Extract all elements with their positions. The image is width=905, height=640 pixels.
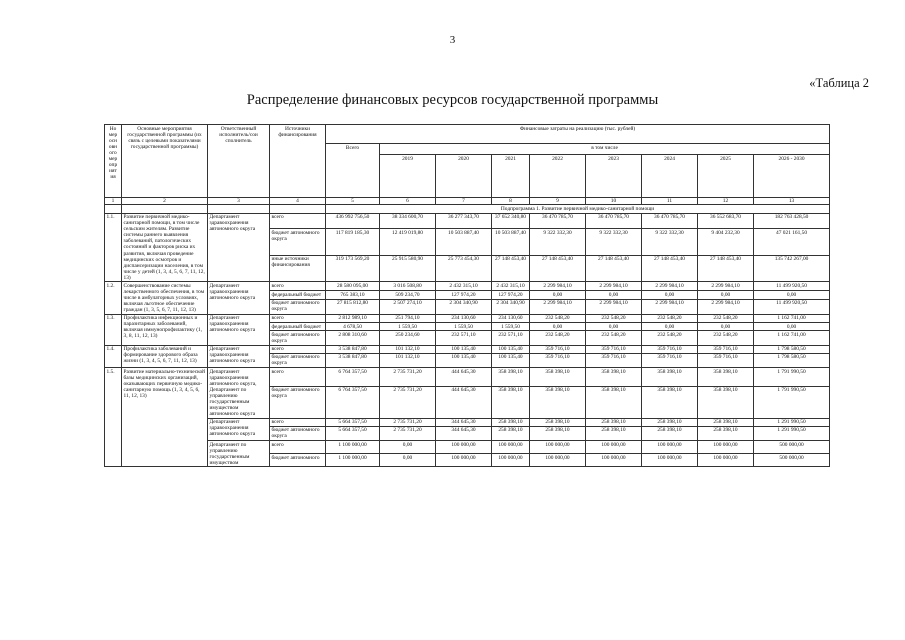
amount-cell: 4 678,50 xyxy=(326,322,380,330)
amount-cell: 27 148 453,40 xyxy=(492,255,530,282)
amount-cell: 0,00 xyxy=(380,454,436,467)
amount-cell: 1 559,50 xyxy=(492,322,530,330)
activity-number: 1.3. xyxy=(105,314,122,345)
amount-cell: 2 299 984,10 xyxy=(698,282,754,291)
amount-cell: 100 000,00 xyxy=(492,454,530,467)
source-cell: иные источники финансирования xyxy=(270,255,326,282)
amount-cell: 232 548,20 xyxy=(698,331,754,345)
activity-name: Развитие первичной медико-санитарной помощи, в том числе сельским жителям. Развитие системы раннего выявления заболеваний, патологических состояний и факторов риска их развития, включая проведение медицинских осмотров и диспансеризации населения, в том числе у детей (1, 3, 4, 5, 6, 7, 11, 12, 13) xyxy=(122,213,208,282)
amount-cell: 2 299 984,10 xyxy=(586,299,642,314)
amount-cell: 0,00 xyxy=(530,322,586,330)
amount-cell: 358 398,10 xyxy=(642,368,698,386)
amount-cell: 1 798 580,50 xyxy=(754,353,830,367)
amount-cell: 2 808 310,60 xyxy=(326,331,380,345)
amount-cell: 9 322 332,30 xyxy=(642,228,698,255)
amount-cell: 27 148 453,40 xyxy=(530,255,586,282)
amount-cell: 509 234,70 xyxy=(380,291,436,300)
source-cell: всего xyxy=(270,368,326,386)
table-row xyxy=(105,418,830,426)
amount-cell: 100 000,00 xyxy=(698,454,754,467)
amount-cell: 127 974,20 xyxy=(492,291,530,300)
subprogram-title: Подпрограмма 1. Развитие первичной медико-санитарной помощи xyxy=(326,205,830,213)
amount-cell: 358 398,10 xyxy=(698,386,754,418)
amount-cell: 0,00 xyxy=(754,291,830,300)
amount-cell: 27 148 453,40 xyxy=(698,255,754,282)
amount-cell: 358 398,10 xyxy=(586,386,642,418)
source-cell: бюджет автономного округа xyxy=(270,299,326,314)
amount-cell: 1 798 580,50 xyxy=(754,345,830,353)
amount-cell: 2 299 984,10 xyxy=(530,282,586,291)
header-including: в том числе xyxy=(380,144,830,155)
amount-cell: 27 148 453,40 xyxy=(586,255,642,282)
header-source: Источники финансирования xyxy=(270,125,326,198)
amount-cell: 359 716,10 xyxy=(698,353,754,367)
source-cell: всего xyxy=(270,282,326,291)
amount-cell: 117 819 185,30 xyxy=(326,228,380,255)
activity-number: 1.4. xyxy=(105,345,122,368)
amount-cell: 100 000,00 xyxy=(642,454,698,467)
amount-cell: 100 000,00 xyxy=(436,454,492,467)
amount-cell: 2 735 731,20 xyxy=(380,386,436,418)
activity-number: 1.2. xyxy=(105,282,122,314)
column-number: 9 xyxy=(530,197,586,205)
executor-cell: Департамент здравоохранения автономного округа xyxy=(208,345,270,368)
amount-cell: 258 398,10 xyxy=(492,426,530,440)
activity-number: 1.1. xyxy=(105,213,122,282)
amount-cell: 444 645,30 xyxy=(436,386,492,418)
amount-cell: 36 552 683,70 xyxy=(698,213,754,228)
amount-cell: 500 000,00 xyxy=(754,441,830,454)
amount-cell: 358 398,10 xyxy=(530,368,586,386)
amount-cell: 258 398,10 xyxy=(530,418,586,426)
amount-cell: 1 162 741,00 xyxy=(754,314,830,322)
amount-cell: 258 398,10 xyxy=(586,418,642,426)
executor-cell: Департамент здравоохранения автономного округа xyxy=(208,282,270,314)
amount-cell: 358 398,10 xyxy=(586,368,642,386)
amount-cell: 2 432 315,10 xyxy=(436,282,492,291)
amount-cell: 2 299 984,10 xyxy=(530,299,586,314)
source-cell: бюджет автономного xyxy=(270,454,326,467)
amount-cell: 9 322 332,30 xyxy=(530,228,586,255)
amount-cell: 100 135,40 xyxy=(436,353,492,367)
amount-cell: 232 548,20 xyxy=(642,314,698,322)
amount-cell: 258 398,10 xyxy=(642,426,698,440)
amount-cell: 358 398,10 xyxy=(698,368,754,386)
column-number: 7 xyxy=(436,197,492,205)
amount-cell: 232 548,20 xyxy=(642,331,698,345)
source-cell: бюджет автономного округа xyxy=(270,353,326,367)
column-number: 12 xyxy=(698,197,754,205)
financial-resources-table xyxy=(104,124,830,467)
source-cell: всего xyxy=(270,213,326,228)
amount-cell: 1 162 741,00 xyxy=(754,331,830,345)
amount-cell: 100 000,00 xyxy=(586,454,642,467)
column-number: 10 xyxy=(586,197,642,205)
amount-cell: 1 791 990,50 xyxy=(754,368,830,386)
amount-cell: 344 645,30 xyxy=(436,418,492,426)
amount-cell: 0,00 xyxy=(642,322,698,330)
amount-cell: 127 974,20 xyxy=(436,291,492,300)
executor-cell: Департамент здравоохранения автономного округа xyxy=(208,213,270,282)
amount-cell: 101 132,10 xyxy=(380,353,436,367)
header-total: Всего xyxy=(326,144,380,197)
amount-cell: 358 398,10 xyxy=(642,386,698,418)
amount-cell: 358 398,10 xyxy=(530,386,586,418)
amount-cell: 359 716,10 xyxy=(642,353,698,367)
header-activity: Основные мероприятия государственной программы (их связь с целевыми показателями государственной программы) xyxy=(122,125,208,198)
amount-cell: 444 645,30 xyxy=(436,368,492,386)
column-number: 3 xyxy=(208,197,270,205)
amount-cell: 27 815 812,80 xyxy=(326,299,380,314)
amount-cell: 258 398,10 xyxy=(642,418,698,426)
amount-cell: 37 652 340,80 xyxy=(492,213,530,228)
activity-name: Профилактика инфекционных и паразитарных заболеваний, включая иммунопрофилактику (1, 3, 8, 11, 12, 13) xyxy=(122,314,208,345)
table-row xyxy=(105,314,830,322)
source-cell: бюджет автономного округа xyxy=(270,228,326,255)
column-number: 1 xyxy=(105,197,122,205)
amount-cell: 0,00 xyxy=(586,322,642,330)
amount-cell: 232 548,20 xyxy=(530,331,586,345)
amount-cell: 3 538 847,80 xyxy=(326,345,380,353)
amount-cell: 5 664 357,50 xyxy=(326,426,380,440)
amount-cell: 2 299 984,10 xyxy=(642,282,698,291)
activity-name: Совершенствование системы лекарственного обеспечения, в том числе в амбулаторных условиях, включая льготное обеспечение граждан (1, 3, 5, 6, 7, 11, 12, 13) xyxy=(122,282,208,314)
amount-cell: 100 000,00 xyxy=(492,441,530,454)
source-cell: всего xyxy=(270,418,326,426)
amount-cell: 232 548,20 xyxy=(530,314,586,322)
amount-cell: 359 716,10 xyxy=(642,345,698,353)
amount-cell: 1 100 000,00 xyxy=(326,454,380,467)
amount-cell: 0,00 xyxy=(698,322,754,330)
table-row xyxy=(105,282,830,291)
amount-cell: 11 499 920,50 xyxy=(754,282,830,291)
amount-cell: 258 398,10 xyxy=(698,418,754,426)
amount-cell: 25 915 580,90 xyxy=(380,255,436,282)
amount-cell: 11 499 920,50 xyxy=(754,299,830,314)
amount-cell: 258 398,10 xyxy=(492,418,530,426)
source-cell: всего xyxy=(270,345,326,353)
amount-cell: 359 716,10 xyxy=(530,345,586,353)
column-number: 6 xyxy=(380,197,436,205)
amount-cell: 2 304 340,90 xyxy=(492,299,530,314)
amount-cell: 100 135,40 xyxy=(436,345,492,353)
amount-cell: 0,00 xyxy=(380,441,436,454)
amount-cell: 0,00 xyxy=(586,291,642,300)
amount-cell: 344 645,30 xyxy=(436,426,492,440)
amount-cell: 25 773 454,30 xyxy=(436,255,492,282)
amount-cell: 10 503 887,40 xyxy=(492,228,530,255)
amount-cell: 2 735 731,20 xyxy=(380,418,436,426)
header-year: 2019 xyxy=(380,155,436,197)
amount-cell: 2 507 274,10 xyxy=(380,299,436,314)
amount-cell: 2 299 984,10 xyxy=(698,299,754,314)
document-title: Распределение финансовых ресурсов государственной программы xyxy=(246,92,659,108)
amount-cell: 9 404 232,30 xyxy=(698,228,754,255)
header-year: 2021 xyxy=(492,155,530,197)
amount-cell: 135 742 267,00 xyxy=(754,255,830,282)
amount-cell: 6 764 357,50 xyxy=(326,368,380,386)
amount-cell: 234 130,60 xyxy=(492,314,530,322)
amount-cell: 2 299 984,10 xyxy=(642,299,698,314)
amount-cell: 0,00 xyxy=(754,322,830,330)
table-body xyxy=(105,213,830,467)
source-cell: федеральный бюджет xyxy=(270,291,326,300)
amount-cell: 2 432 315,10 xyxy=(492,282,530,291)
header-year: 2022 xyxy=(530,155,586,197)
amount-cell: 2 299 984,10 xyxy=(586,282,642,291)
amount-cell: 234 130,60 xyxy=(436,314,492,322)
activity-number: 1.5. xyxy=(105,368,122,467)
header-expenses: Финансовые затраты на реализацию (тыс. рублей) xyxy=(326,125,830,144)
amount-cell: 3 016 508,80 xyxy=(380,282,436,291)
amount-cell: 359 716,10 xyxy=(586,345,642,353)
executor-cell: Департамент здравоохранения автономного округа xyxy=(208,418,270,441)
column-number: 13 xyxy=(754,197,830,205)
amount-cell: 2 304 340,90 xyxy=(436,299,492,314)
amount-cell: 1 100 000,00 xyxy=(326,441,380,454)
amount-cell: 12 419 019,80 xyxy=(380,228,436,255)
amount-cell: 101 132,10 xyxy=(380,345,436,353)
column-number: 11 xyxy=(642,197,698,205)
amount-cell: 359 716,10 xyxy=(530,353,586,367)
amount-cell: 319 173 569,20 xyxy=(326,255,380,282)
amount-cell: 232 571,10 xyxy=(436,331,492,345)
amount-cell: 36 470 785,70 xyxy=(530,213,586,228)
source-cell: бюджет автономного округа xyxy=(270,331,326,345)
amount-cell: 358 398,10 xyxy=(492,386,530,418)
amount-cell: 1 291 990,50 xyxy=(754,418,830,426)
table-row xyxy=(105,368,830,386)
amount-cell: 28 580 095,00 xyxy=(326,282,380,291)
amount-cell: 10 503 887,40 xyxy=(436,228,492,255)
amount-cell: 2 735 731,20 xyxy=(380,426,436,440)
amount-cell: 5 664 357,50 xyxy=(326,418,380,426)
amount-cell: 36 277 343,70 xyxy=(436,213,492,228)
page-number: 3 xyxy=(449,34,456,46)
amount-cell: 250 234,60 xyxy=(380,331,436,345)
table-label: «Таблица 2 xyxy=(809,76,869,90)
amount-cell: 100 135,40 xyxy=(492,353,530,367)
source-cell: бюджет автономного округа xyxy=(270,386,326,418)
column-numbers-row xyxy=(105,197,830,205)
header-num: Но мер осн овн ого мер опр ият ия xyxy=(105,125,122,198)
amount-cell: 232 548,20 xyxy=(586,331,642,345)
amount-cell: 2 735 731,20 xyxy=(380,368,436,386)
amount-cell: 359 716,10 xyxy=(586,353,642,367)
amount-cell: 9 322 332,30 xyxy=(586,228,642,255)
header-year: 2026 - 2030 xyxy=(754,155,830,197)
activity-name: Развитие материально-технической базы медицинских организаций, оказывающих первичную медико-санитарную помощь (1, 3, 4, 5, 6, 11, 12, 13) xyxy=(122,368,208,467)
amount-cell: 0,00 xyxy=(642,291,698,300)
amount-cell: 232 571,10 xyxy=(492,331,530,345)
column-number: 5 xyxy=(326,197,380,205)
source-cell: бюджет автономного округа xyxy=(270,426,326,440)
amount-cell: 251 794,10 xyxy=(380,314,436,322)
source-cell: федеральный бюджет xyxy=(270,322,326,330)
header-year: 2024 xyxy=(642,155,698,197)
header-year: 2025 xyxy=(698,155,754,197)
amount-cell: 38 334 600,70 xyxy=(380,213,436,228)
amount-cell: 258 398,10 xyxy=(530,426,586,440)
amount-cell: 359 716,10 xyxy=(698,345,754,353)
amount-cell: 182 763 428,50 xyxy=(754,213,830,228)
amount-cell: 1 291 990,50 xyxy=(754,426,830,440)
amount-cell: 36 470 785,70 xyxy=(586,213,642,228)
executor-cell: Департамент здравоохранения автономного округа, Департамент по управлению государственным имуществом автономного округа xyxy=(208,368,270,419)
header-executor: Ответственный исполнитель/сои сполнитель xyxy=(208,125,270,198)
amount-cell: 100 135,40 xyxy=(492,345,530,353)
amount-cell: 27 148 453,40 xyxy=(642,255,698,282)
amount-cell: 0,00 xyxy=(530,291,586,300)
subprogram-row xyxy=(105,205,830,213)
amount-cell: 0,00 xyxy=(698,291,754,300)
amount-cell: 1 559,50 xyxy=(436,322,492,330)
amount-cell: 1 791 990,50 xyxy=(754,386,830,418)
executor-cell: Департамент по управлению государственным имуществом xyxy=(208,441,270,467)
column-number: 2 xyxy=(122,197,208,205)
amount-cell: 100 000,00 xyxy=(436,441,492,454)
amount-cell: 6 764 357,50 xyxy=(326,386,380,418)
amount-cell: 765 383,10 xyxy=(326,291,380,300)
amount-cell: 258 398,10 xyxy=(586,426,642,440)
amount-cell: 500 000,00 xyxy=(754,454,830,467)
table-row xyxy=(105,441,830,454)
executor-cell: Департамент здравоохранения автономного округа xyxy=(208,314,270,345)
amount-cell: 3 538 847,80 xyxy=(326,353,380,367)
amount-cell: 436 992 756,50 xyxy=(326,213,380,228)
amount-cell: 232 548,20 xyxy=(698,314,754,322)
amount-cell: 47 021 161,50 xyxy=(754,228,830,255)
column-number: 8 xyxy=(492,197,530,205)
amount-cell: 36 470 785,70 xyxy=(642,213,698,228)
amount-cell: 100 000,00 xyxy=(642,441,698,454)
column-number: 4 xyxy=(270,197,326,205)
amount-cell: 232 548,20 xyxy=(586,314,642,322)
amount-cell: 100 000,00 xyxy=(698,441,754,454)
amount-cell: 2 812 989,10 xyxy=(326,314,380,322)
activity-name: Профилактика заболеваний и формирование здорового образа жизни (1, 3, 4, 5, 6, 7, 11, 12, 13) xyxy=(122,345,208,368)
header-year: 2023 xyxy=(586,155,642,197)
table-row xyxy=(105,345,830,353)
source-cell: всего xyxy=(270,314,326,322)
amount-cell: 100 000,00 xyxy=(530,454,586,467)
amount-cell: 100 000,00 xyxy=(530,441,586,454)
amount-cell: 258 398,10 xyxy=(698,426,754,440)
source-cell: всего xyxy=(270,441,326,454)
amount-cell: 100 000,00 xyxy=(586,441,642,454)
table-row xyxy=(105,213,830,228)
amount-cell: 1 559,50 xyxy=(380,322,436,330)
amount-cell: 358 398,10 xyxy=(492,368,530,386)
header-year: 2020 xyxy=(436,155,492,197)
